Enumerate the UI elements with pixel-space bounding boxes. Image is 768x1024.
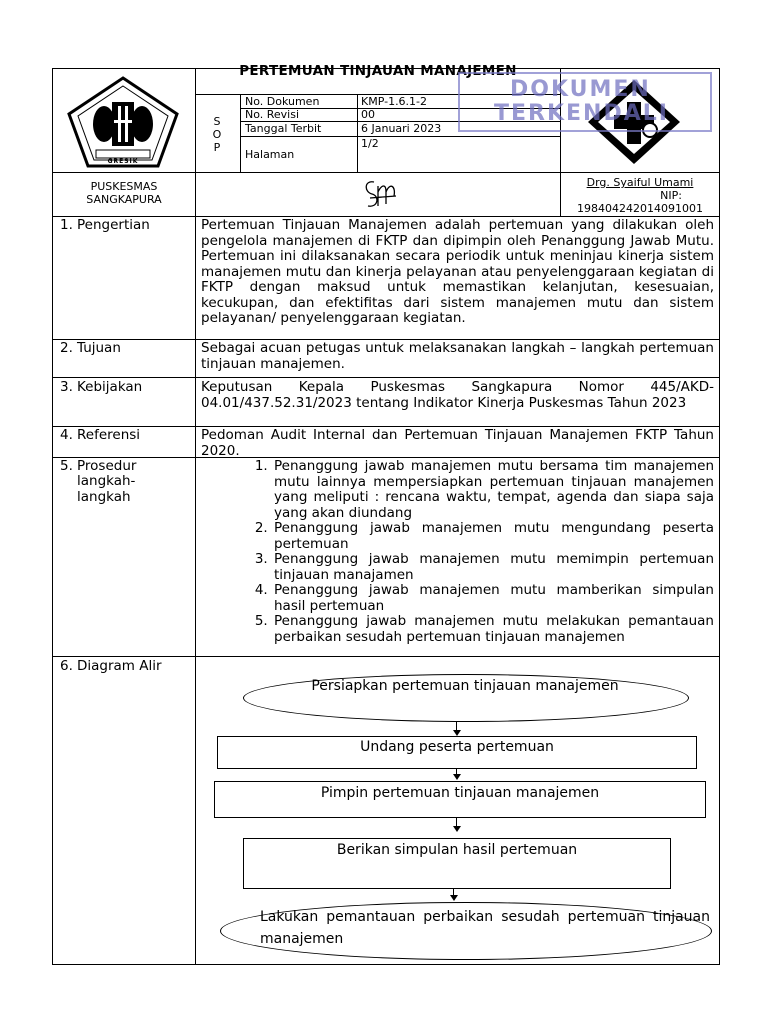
field-label-tanggal-terbit: Tanggal Terbit	[245, 122, 322, 135]
logo-ribbon-text: GRESIK	[107, 158, 139, 165]
section-label-prosedur-line-3: langkah	[77, 489, 131, 505]
flow-node-3	[214, 781, 706, 818]
flow-node-2-label: Undang peserta pertemuan	[360, 739, 554, 755]
institution-name-line-1: PUSKESMAS	[90, 180, 158, 193]
field-label-no-dokumen: No. Dokumen	[245, 95, 320, 108]
section-label-diagram: Diagram Alir	[77, 658, 162, 674]
flow-arrow-4	[450, 895, 458, 901]
sop-letter-p: P	[213, 141, 221, 154]
puskesmas-logo	[66, 76, 180, 168]
section-number-diagram: 6.	[60, 658, 73, 674]
signer-nip: 198404242014091001	[577, 202, 703, 215]
flow-arrow-3	[453, 826, 461, 832]
signature	[360, 176, 400, 214]
sop-letter-s: S	[213, 115, 221, 128]
section-label-prosedur-line-2: langkah-	[77, 473, 136, 489]
section-text-tujuan: Sebagai acuan petugas untuk melaksanakan langkah – langkah pertemuan tinjauan manajemen.	[201, 340, 714, 372]
section-number-pengertian: 1.	[60, 217, 73, 233]
signer-name: Drg. Syaiful Umami	[586, 176, 694, 189]
section-label-prosedur-line-1: Prosedur	[77, 458, 137, 474]
flow-node-2	[217, 736, 697, 769]
field-value-tanggal-terbit: 6 Januari 2023	[361, 122, 442, 135]
section-text-referensi: Pedoman Audit Internal dan Pertemuan Tinjauan Manajemen FKTP Tahun 2020.	[201, 427, 714, 459]
institution-name-line-2: SANGKAPURA	[86, 193, 162, 206]
section-number-tujuan: 2.	[60, 340, 73, 356]
sop-letter-o: O	[212, 128, 222, 141]
signer-nip-label: NIP:	[660, 189, 682, 202]
section-label-kebijakan: Kebijakan	[77, 379, 143, 395]
flow-node-3-label: Pimpin pertemuan tinjauan manajemen	[320, 785, 600, 801]
field-value-no-dokumen: KMP-1.6.1-2	[361, 95, 428, 108]
section-number-kebijakan: 3.	[60, 379, 73, 395]
stamp-line-1: DOKUMEN	[510, 77, 651, 102]
section-number-referensi: 4.	[60, 427, 73, 443]
procedure-step-5: 5. Penanggung jawab manajemen mutu melakukan pemantauan perbaikan sesudah pertemuan tinjauan manajemen	[272, 614, 714, 645]
flow-node-1-label: Persiapkan pertemuan tinjauan manajemen	[311, 678, 619, 694]
section-text-pengertian: Pertemuan Tinjauan Manajemen adalah pertemuan yang dilakukan oleh pengelola manajemen di FKTP dan dipimpin oleh Penanggung Jawab Mutu. Pertemuan ini dilaksanakan secara periodik untuk meninjau kinerja sistem manajemen mutu dan kinerja pelayanan atau penyelenggaraan kegiatan di FKTP dengan maksud untuk memastikan kelanjutan, kesesuaian, kecukupan, dan efektifitas dari sistem manajemen mutu dan sistem pelayanan/ penyelenggaraan kegiatan.	[201, 217, 714, 326]
stamp-line-2: TERKENDALI	[494, 101, 669, 126]
flow-arrow-2	[453, 774, 461, 780]
section-label-referensi: Referensi	[77, 427, 141, 443]
field-value-halaman: 1/2	[361, 137, 379, 150]
flow-node-4	[243, 838, 671, 889]
procedure-step-4: 4. Penanggung jawab manajemen mutu mamberikan simpulan hasil pertemuan	[272, 583, 714, 614]
procedure-step-3: 3. Penanggung jawab manajemen mutu memimpin pertemuan tinjauan manajamen	[272, 552, 714, 583]
dokumen-terkendali-stamp	[458, 72, 712, 132]
section-label-tujuan: Tujuan	[77, 340, 121, 356]
field-value-no-revisi: 00	[361, 108, 375, 121]
procedure-steps	[242, 459, 714, 645]
field-label-no-revisi: No. Revisi	[245, 108, 300, 121]
procedure-step-2: 2. Penanggung jawab manajemen mutu mengundang peserta pertemuan	[272, 521, 714, 552]
procedure-step-1: 1. Penanggung jawab manajemen mutu bersama tim manajemen mutu lainnya mempersiapkan pertemuan tinjauan manajemen yang meliputi : rencana waktu, tempat, agenda dan siapa saja yang akan diundang	[272, 459, 714, 521]
field-label-halaman: Halaman	[245, 148, 295, 161]
section-number-prosedur: 5.	[60, 458, 73, 474]
flow-node-5-label: Lakukan pemantauan perbaikan sesudah pertemuan tinjauan manajemen	[260, 909, 710, 947]
section-label-pengertian: Pengertian	[77, 217, 150, 233]
section-text-kebijakan: Keputusan Kepala Puskesmas Sangkapura Nomor 445/AKD-04.01/437.52.31/2023 tentang Indikator Kinerja Puskesmas Tahun 2023	[201, 379, 714, 411]
page-title: PERTEMUAN TINJAUAN MANAJEMEN	[239, 63, 517, 79]
flow-node-4-label: Berikan simpulan hasil pertemuan	[336, 842, 578, 858]
